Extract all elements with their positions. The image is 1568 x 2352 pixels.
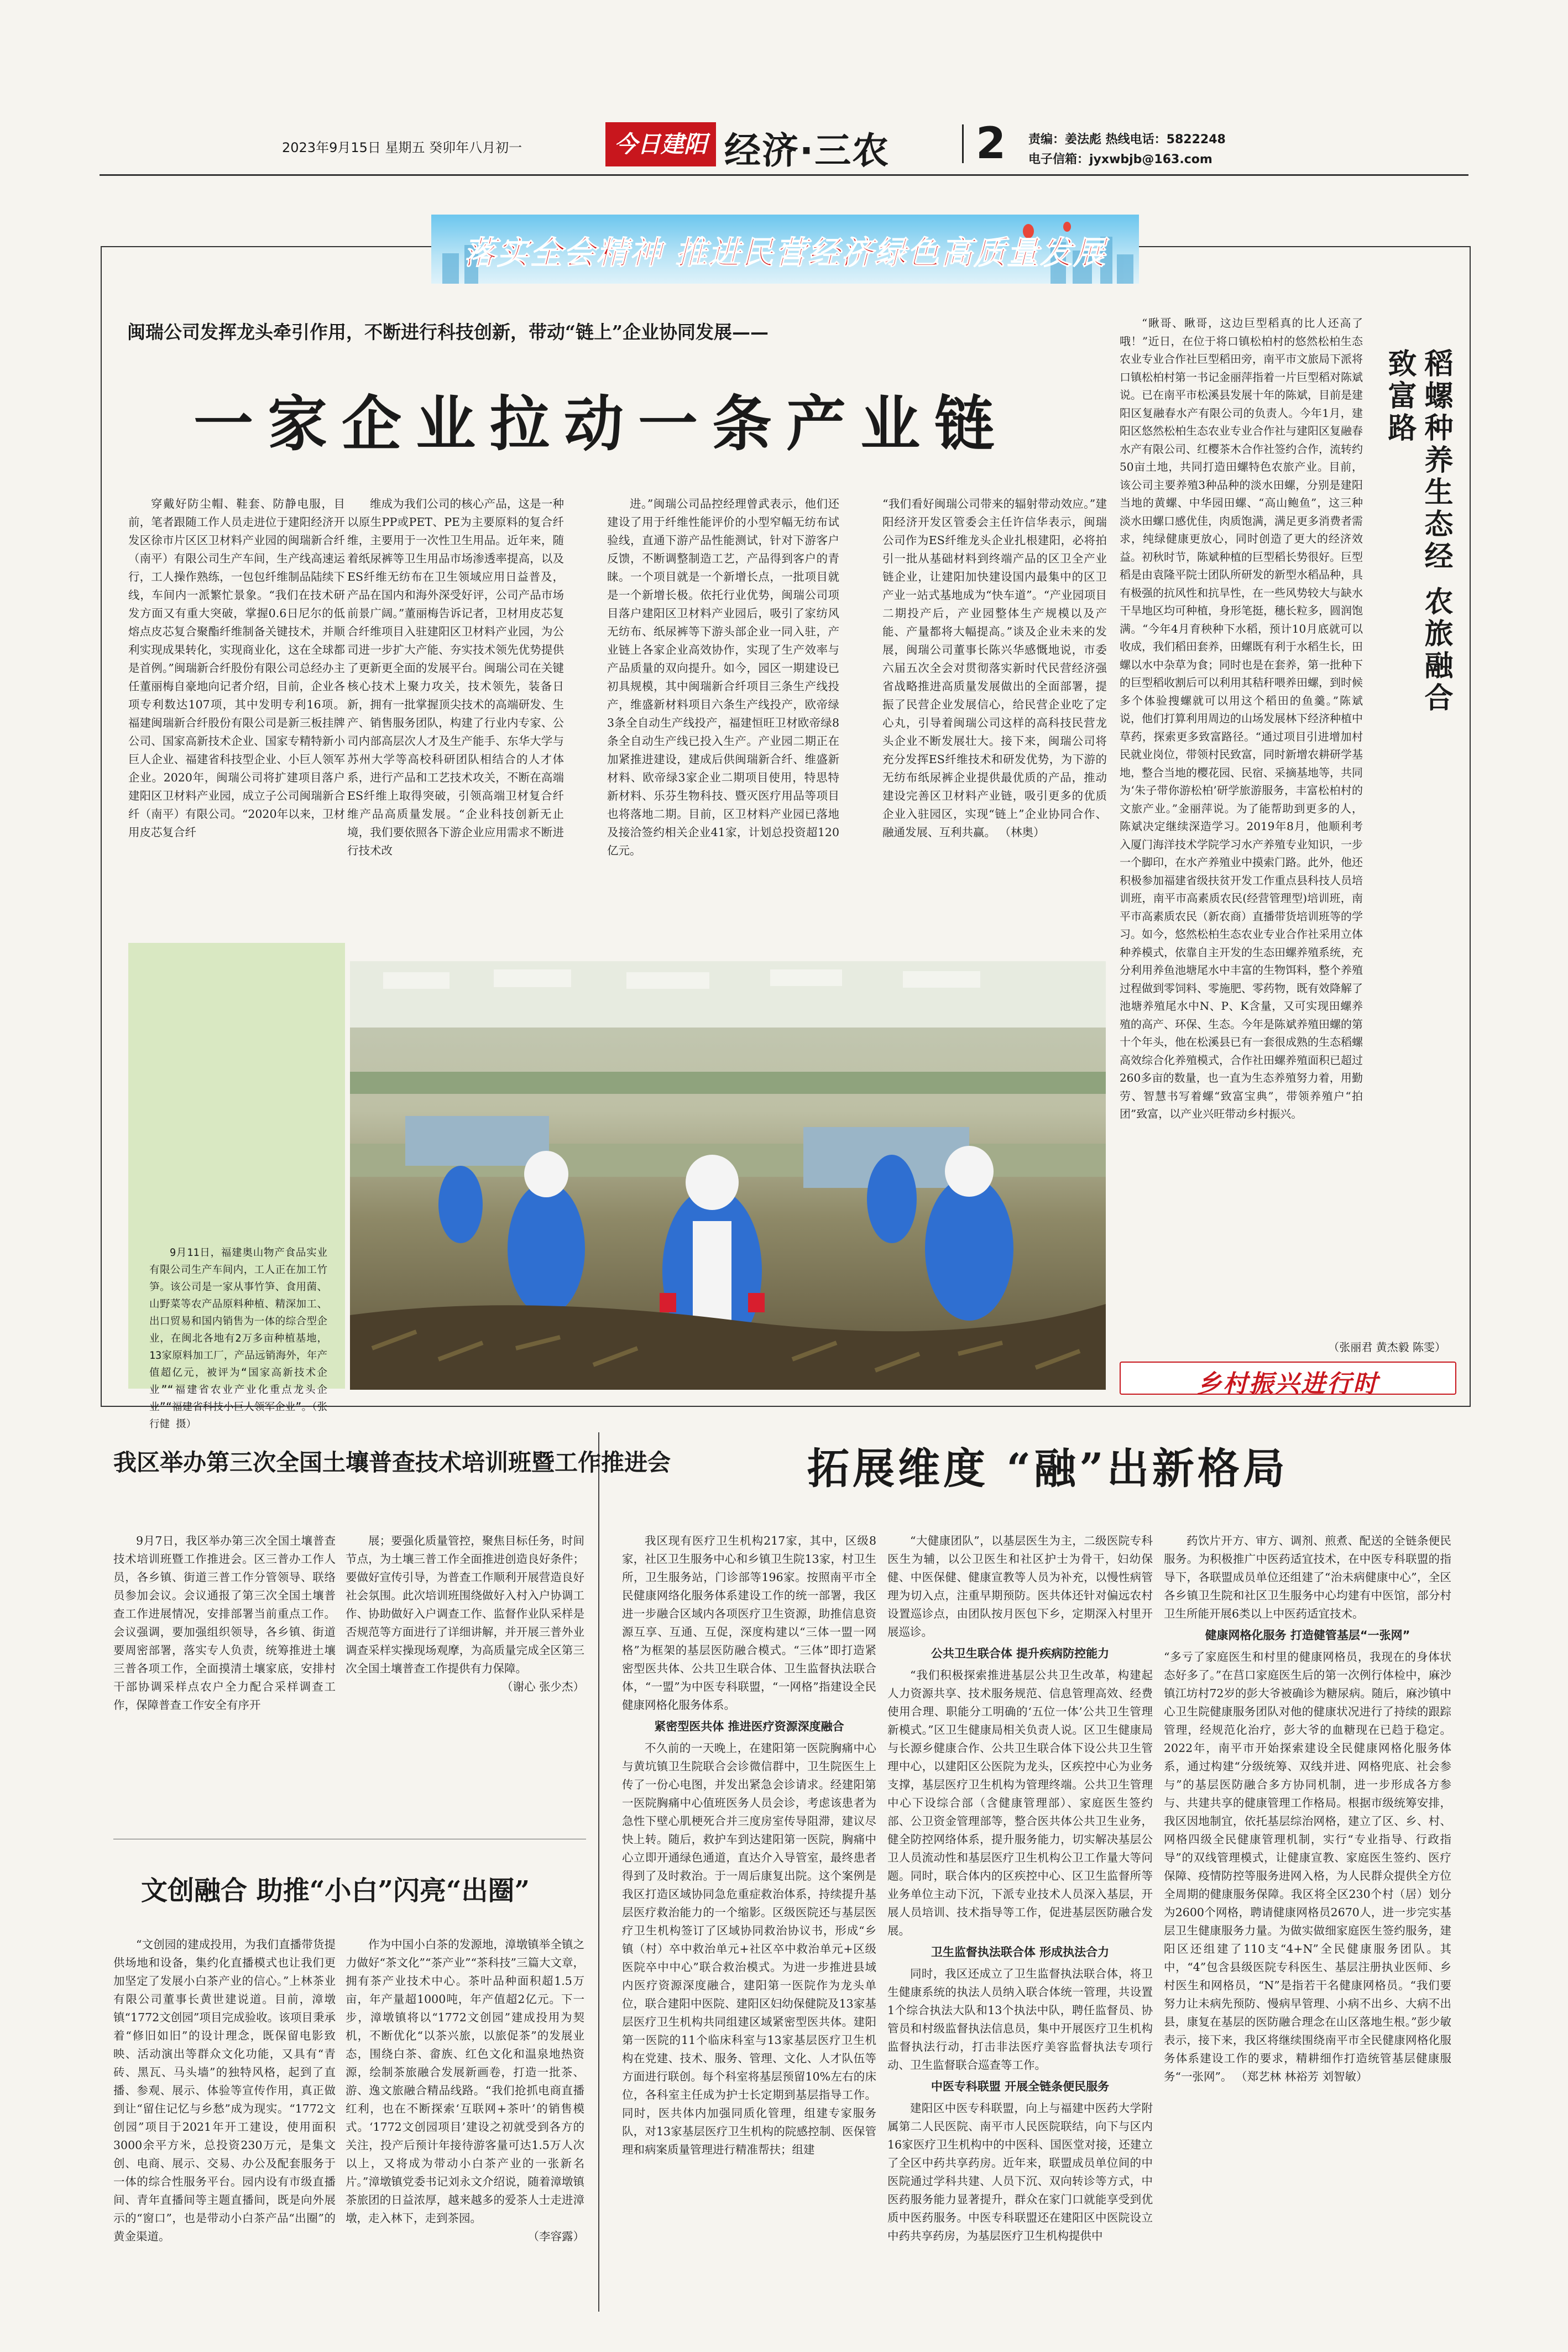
lead-col-1-text: 穿戴好防尘帽、鞋套、防静电服，目前，笔者跟随工作人员走进位于建阳经济开发区徐市片区区卫材料产业园的闽瑞新合纤（南平）有限公司生产车间，生产线高速运行，工人操作熟练，一包包纤维制品陆续下线，车间内一派繁忙景象。“我们在技术研发方面又有重大突破，掌握0.6日尼尔的低熔点皮芯复合聚酯纤维制备关键技术，并顺利实现成果转化，实现商业化，这在全球都是首例。”闽瑞新合纤股份有限公司总经办主任董丽梅自豪地向记者介绍，目前，企业各项专利数达107项，其中发明专利16项。福建闽瑞新合纤股份有限公司是新三板挂牌公司、国家高新技术企业、国家专精特新小巨人企业、福建省科技型企业、小巨人领军企业。2020年，闽瑞公司将扩建项目落户建阳区卫材料产业园，成立子公司闽瑞新合纤（南平）有限公司。“2020年以来，卫材用皮芯复合纤	[128, 497, 345, 839]
lead-title: 一家企业拉动一条产业链	[194, 390, 1009, 459]
issue-date: 2023年9月15日 星期五 癸卯年八月初一	[282, 140, 522, 155]
lead-author: （林奥）	[999, 826, 1045, 839]
section-name: 经济·三农	[724, 129, 890, 172]
right-vertical-title	[1377, 348, 1454, 736]
story4-col-3	[1164, 1532, 1451, 2317]
story2-author: （谢心 张少杰）	[501, 1680, 584, 1693]
photo-caption	[149, 1244, 327, 1433]
story4-subhead-2: 公共卫生联合体 提升疾病防控能力	[931, 1647, 1110, 1660]
right-vertical-title-text: 稻螺种养生态经 农旅融合致富路	[1383, 348, 1453, 715]
email-line: 电子信箱：jyxwbjb@163.com	[1028, 153, 1212, 166]
rural-revitalization-badge	[1120, 1362, 1456, 1398]
story4-col-2d-text: 建阳区中医专科联盟，向上与福建中医药大学附属第二人民医院、南平市人民医院联结，向下与区内16家医疗卫生机构中的中医科、国医堂对接，还建立了全区中药共享药房。近年来，联盟成员单位间的中医院通过学科共建、人员下沉、双向转诊等方式，中医药服务能力显著提升，群众在家门口就能享受到优质中医药服务。中医专科联盟还在建阳区中医院设立中药共享药房，为基层医疗卫生机构提供中	[887, 2101, 1153, 2243]
story4-col-1-text: 我区现有医疗卫生机构217家，其中，区级8家，社区卫生服务中心和乡镇卫生院13家，村卫生所，卫生服务站，门诊部等196家。按照南平市全民健康网络化服务体系建设工作的统一部署，我区进一步融合区域内各项医疗卫生资源，助推信息资源互享、互通、互促，深度构建以“三体一盟一网格”为框架的基层医防融合模式。“三体”即打造紧密型医共体、公共卫生联合体、卫生监督执法联合体，“一盟”为中医专科联盟，“一网格”指建设全民健康网格化服务体系。	[622, 1534, 876, 1712]
story4-subhead-1: 紧密型医共体 推进医疗资源深度融合	[654, 1720, 844, 1733]
story4-col-2b-text: “我们积极探索推进基层公共卫生改革，构建起人力资源共享、技术服务规范、信息管理高效、经费使用合理、职能分工明确的‘五位一体’公共卫生管理新模式。”区卫生健康局相关负责人说。区卫生健康局与长源乡健康合作、公共卫生联合体下设公共卫生管理中心，以建阳区公医院为龙头，区疾控中心为业务支撑，基层医疗卫生机构为管理终端。公共卫生管理中心下设综合部（含健康管理部）、家庭医生签约部、公卫资金管理部等，整合医共体公共卫生业务，健全防控网络体系，提升服务能力，切实解决基层公卫人员流动性和基层医疗卫生机构公卫工作量大等问题。同时，联合体内的区疾控中心、区卫生监督所等业务单位主动下沉，下派专业技术人员深入基层，开展人员培训、技术指导等工作，促进基层医防融合发展。	[887, 1668, 1153, 1937]
paper-logo-text: 今日建阳	[614, 131, 707, 158]
page-number: 2	[976, 119, 1006, 169]
story2-col-2-text: 展；要强化质量管控，聚焦目标任务，时间节点，为土壤三普工作全面推进创造良好条件；要做好宣传引导，为普查工作顺利开展营造良好社会氛围。此次培训班围绕做好入村入户协调工作、协助做好入户调查工作、监督作业队采样是否规范等方面进行了详细讲解，并开展三普外业调查采样实操现场观摩，为高质量完成全区第三次全国土壤普查工作提供有力保障。	[346, 1534, 584, 1675]
lead-kicker: 闽瑞公司发挥龙头牵引作用，不断进行科技创新，带动“链上”企业协同发展——	[127, 321, 769, 343]
lead-photo	[350, 961, 1106, 1390]
right-story-author: （张丽君 黄杰毅 陈雯）	[1328, 1341, 1446, 1354]
masthead	[100, 119, 1468, 191]
lead-col-4	[882, 495, 1107, 948]
lead-col-4-text: “我们看好闽瑞公司带来的辐射带动效应。”建阳经济开发区管委会主任许信华表示，闽瑞公司作为ES纤维龙头企业扎根建阳，必将拍引一批从基础材料到终端产品的区卫全产业链企业，让建阳加快建设国内最集中的区卫产业一站式基地成为“快车道”。“产业园项目二期投产后，产业园整体生产规模以及产能、产量都将大幅提高。”谈及企业未来的发展，闽瑞公司董事长陈兴华感慨地说，市委六届五次全会对贯彻落实新时代民营经济强省战略推进高质量发展做出的全面部署，提振了民营企业发展信心，给民营企业吃了定心丸，引导着闽瑞公司这样的高科技民营龙头企业不断发展壮大。接下来，闽瑞公司将充分发挥ES纤维技术和研发优势，为下游的无纺布纸尿裤企业提供最优质的产品，推动建设完善区卫材料产业链，吸引更多的优质企业入驻园区，实现“链上”企业协同合作、融通发展、互利共赢。	[882, 497, 1107, 839]
story2-col-1	[113, 1532, 336, 1819]
lead-col-2-text: 维成为我们公司的核心产品，这是一种以原生PP或PET、PE为主要原料的复合纤维，主要用于一次性卫生用品。近年来，随着纸尿裤等卫生用品市场渗透率提高，以及ES纤维无纺布在卫生领域应用日益普及，产品在国内和海外深受好评，公司产品市场前景广阔。”董丽梅告诉记者，卫材用皮芯复合纤维项目入驻建阳区卫材料产业园，为公司进一步扩大产能、夯实技术领先优势提供了更新更全面的发展平台。闽瑞公司在关键核心技术上聚力攻关，技术领先，装备日新，拥有一批掌握顶尖技术的高端研发、生产、销售服务团队，构建了行业内专家、公司内部高层次人才及生产能手、东华大学与苏州大学等高校科研团队相结合的人才体系，进行产品和工艺技术攻关，不断在高端ES纤维上取得突破，引领高端卫材复合纤维产品高质量发展。“企业科技创新无止境，我们要依照各下游企业应用需求不断进行技术改	[347, 497, 564, 857]
header-rule	[100, 174, 1468, 176]
story3-title: 文创融合 助推“小白”闪亮“出圈”	[141, 1875, 530, 1906]
lead-col-1	[128, 495, 345, 948]
story4-col-2c-text: 同时，我区还成立了卫生监督执法联合体，将卫生健康系统的执法人员纳入联合体统一管理，共设置1个综合执法大队和13个执法中队，聘任监督员、协管员和村级监督执法信息员，集中开展医疗卫生机构监督执法行动，打击非法医疗美容监督执法专项行动、卫生监督联合巡查等工作。	[887, 1967, 1153, 2072]
story3-author: （李容露）	[527, 2230, 584, 2243]
right-story-body	[1120, 314, 1363, 1343]
lead-col-3	[607, 495, 839, 948]
story4-title: 拓展维度 “融”出新格局	[807, 1444, 1288, 1493]
factory-illustration	[350, 961, 1106, 1390]
bottom-column-divider	[598, 1432, 599, 2312]
story2-title: 我区举办第三次全国土壤普查技术培训班暨工作推进会	[113, 1449, 671, 1476]
story4-col-3b-text: “多亏了家庭医生和村里的健康网格员，我现在的身体状态好多了。”在莒口家庭医生后的第一次例行体检中，麻沙镇江坊村72岁的彭大爷被确诊为糖尿病。随后，麻沙镇中心卫生院健康服务团队对他的健康状况进行了持续的跟踪管理，经规范化治疗，彭大爷的血糖现在已趋于稳定。2022年，南平市开始探索建设全民健康网格化服务体系，通过构建“分级统筹、双线并进、网格兜底、社会参与”的基层医防融合多方协同机制，进一步形成各方参与、共建共享的健康管理工作格局。根据市级统筹安排，我区因地制宜，依托基层综治网格，建立了区、乡、村、网格四级全民健康管理机制，实行“专业指导、行政指导”的双线管理模式，让健康宣教、家庭医生签约、医疗保障、疫情防控等服务进网入格，为人民群众提供全方位全周期的健康服务保障。我区将全区230个村（居）划分为2600个网格，聘请健康网格员2670人，进一步完实基层卫生健康服务力量。为做实做细家庭医生签约服务，建阳区还组建了110支“4+N”全民健康服务团队。其中，“4”包含县级医院专科医生、基层注册执业医师、乡村医生和网格员，“N”是指若干名健康网格员。“我们要努力让未病先预防、慢病早管理、小病不出乡、大病不出县，康复在基层的医防融合理念在山区落地生根。”彭少敏表示，接下来，我区将继续围绕南平市全民健康网格化服务体系建设工作的要求，精耕细作打造统管基层健康服务“一张网”。	[1164, 1650, 1451, 2083]
photo-credit: （张行健 摄）	[149, 1401, 327, 1430]
lead-col-2	[347, 495, 564, 948]
photo-caption-box	[128, 943, 345, 1430]
story4-col-2-text: “大健康团队”，以基层医生为主，二级医院专科医生为辅，以公卫医生和社区护士为骨干，妇幼保健、中医保健、健康宣教等人员为补充，以慢性病管理为切入点，注重早期预防。医共体还针对偏远农村设置巡诊点，由团队按月医包下乡，定期深入村里开展巡诊。	[887, 1534, 1153, 1639]
top-banner	[431, 215, 1139, 284]
editor-line: 责编：姜法彪 热线电话：5822248	[1028, 133, 1226, 147]
story4-subhead-5: 健康网格化服务 打造健管基层“一张网”	[1205, 1629, 1410, 1642]
story4-col-1b-text: 不久前的一天晚上，在建阳第一医院胸痛中心与黄坑镇卫生院联合会诊微信群中，卫生院医生上传了一份心电图，并发出紧急会诊请求。经建阳第一医院胸痛中心值班医务人员会诊，考虑该患者为急性下壁心肌梗死合并三度房室传导阻滞，建议尽快上转。随后，救护车到达建阳第一医院，胸痛中心立即开通绿色通道，直达介入导管室，最终患者得到了及时救治。于一周后康复出院。这个案例是我区打造区域协同急危重症救治体系，持续提升基层医疗救治能力的一个缩影。区级医院还与基层医疗卫生机构签订了区域协同救治协议书，形成“乡镇（村）卒中救治单元+社区卒中救治单元+区级医院卒中中心”联合救治模式。为进一步推进县域内医疗资源深度融合，建阳第一医院作为龙头单位，联合建阳中医院、建阳区妇幼保健院及13家基层医疗卫生机构共同组建区域紧密型医共体。建阳第一医院的11个临床科室与13家基层医疗卫生机构在党建、技术、服务、管理、文化、人才队伍等方面进行联创。每个科室将基层预留10%左右的床位，各科室主任成为护士长定期到基层指导工作。同时，医共体内加强同质化管理，组建专家服务队，对13家基层医疗卫生机构的院感控制、医保管理和病案质量管理进行精准帮扶；组建	[622, 1741, 876, 2156]
story2-col-1-text: 9月7日，我区举办第三次全国土壤普查技术培训班暨工作推进会。区三普办工作人员，各乡镇、街道三普工作分管领导、联络员参加会议。会议通报了第三次全国土壤普查工作进展情况，安排部署当前重点工作。会议强调，要加强组织领导，各乡镇、街道要周密部署，落实专人负责，统筹推进土壤三普各项工作，全面摸清土壤家底，安排村干部协调采样点农户全力配合采样调查工作，保障普查工作安全有序开	[113, 1534, 336, 1712]
badge-text: 乡村振兴进行时	[1197, 1370, 1379, 1398]
story4-col-1	[622, 1532, 876, 2317]
lead-col-3-text: 进。”闽瑞公司品控经理曾武表示，他们还建设了用于纤维性能评价的小型窄幅无纺布试验线，直通下游产品性能测试，针对下游客户反馈，不断调整制造工艺，产品得到客户的青睐。一个项目就是一个新增长点，一批项目就是一个新增长极。依托行业优势，闽瑞公司项目落户建阳区卫材料产业园后，吸引了家纺风无纺布、纸尿裤等下游头部企业一同入驻，产业链上各家企业高效协作，实现了生产效率与产品质量的双向提升。如今，园区一期建设已初具规模，其中闽瑞新合纤项目三条生产线投产，维盛新材料项目六条生产线投产，欧帝绿3条全自动生产线投产，福建恒旺卫材欧帝绿8条全自动生产线已投入生产。产业园二期正在加紧推进建设，建成后供闽瑞新合纤、维盛新材料、欧帝绿3家企业二期项目使用，特思特新材料、乐芬生物科技、暨灭医疗用品等项目也将落地二期。目前，区卫材料产业园已落地及接洽签约相关企业41家，计划总投资超120亿元。	[607, 497, 839, 857]
story4-author: （郑艺林 林裕芳 刘智敏）	[1236, 2070, 1368, 2083]
story4-col-2	[887, 1532, 1153, 2317]
story4-subhead-4: 中医专科联盟 开展全链条便民服务	[931, 2080, 1110, 2093]
banner-text: 落实全会精神 推进民营经济绿色高质量发展	[463, 234, 1107, 272]
story2-col-2	[346, 1532, 584, 1819]
paper-logo	[605, 122, 716, 166]
story3-col-2-text: 作为中国小白茶的发源地，漳墩镇举全镇之力做好“茶文化”“茶产业”“茶科技”三篇大文章，拥有茶产业技术中心。茶叶品种面积超1.5万亩，年产量超1000吨，年产值超2亿元。下一步，漳墩镇将以“1772文创园”建成投用为契机，不断优化“以茶兴旅，以旅促茶”的发展业态，围绕白茶、畲族、红色文化和温泉地热资源，绘制茶旅融合发展新画卷，打造一批茶、游、逸文旅融合精品线路。“我们抢抓电商直播红利，也在不断探索‘互联网+茶叶’的销售模式。‘1772文创园项目’建设之初就受到各方的关注，投产后预计年接待游客量可达1.5万人次以上，又将成为带动小白茶产业的一张新名片。”漳墩镇党委书记刘永文介绍说，随着漳墩镇茶旅团的日益浓厚，越来越多的爱茶人士走进漳墩，走入林下，走到茶园。	[346, 1938, 584, 2225]
story3-col-2	[346, 1936, 584, 2323]
section-divider	[962, 124, 964, 163]
story4-subhead-3: 卫生监督执法联合体 形成执法合力	[931, 1946, 1110, 1959]
story3-col-1-text: “文创园的建成投用，为我们直播带货提供场地和设备，集约化直播模式也让我们更加坚定了发展小白茶产业的信心。”上林茶业有限公司董事长黄世建说道。目前，漳墩镇“1772文创园”项目完成验收。该项目秉承着“修旧如旧”的设计理念，既保留电影致映、活动演出等群众文化功能，又具有“青砖、黑瓦、马头墙”的独特风格，起到了直播、参观、展示、体验等宣传作用，真正做到让“留住记忆与乡愁”成为现实。“1772文创园”项目于2021年开工建设，使用面积3000余平方米，总投资230万元，是集文创、电商、展示、交易、办公及配套服务于一体的综合性服务平台。园内设有市级直播间、青年直播间等主题直播间，既是向外展示的“窗口”，也是带动小白茶产品“出圈”的黄金渠道。	[113, 1938, 336, 2243]
right-story-text: “瞅哥、瞅哥，这边巨型稻真的比人还高了哦！”近日，在位于将口镇松柏村的悠然松柏生态农业专业合作社巨型稻田旁，南平市文旅局下派将口镇松柏村第一书记金丽萍指着一片巨型稻对陈斌说。已在南平市松溪县发展十年的陈斌，目前是建阳区复融春水产有限公司的负责人。今年1月，建阳区悠然松柏生态农业专业合作社与建阳区复融春水产有限公司、红樱茶木合作社签约合作，流转约50亩土地，共同打造田螺特色农旅产业。目前，该公司主要养殖3种品种的淡水田螺，分别是建阳当地的黄螺、中华园田螺、“高山鲍鱼”，这三种淡水田螺口感优佳，肉质饱满，满足更多消费者需求，纯绿健康更放心，同时创造了更大的经济效益。初秋时节，陈斌种植的巨型稻长势很好。巨型稻是由袁隆平院士团队所研发的新型水稻品种，具有极强的抗风性和抗旱性，在一些风势较大与缺水干旱地区均可种植，身形笔挺，穗长粒多，圆润饱满。“今年4月育秧种下水稻，预计10月底就可以收成，我们稻田套养，田螺既有利于水稻生长，田螺以水中杂草为食；同时也是在套养，第一批种下的巨型稻收割后可以利用其秸秆喂养田螺，到时候多个体验搜螺就可以用这个稻田的鱼羹。”陈斌说，他们打算利用周边的山场发展林下经济种植中草药，探索更多致富路径。“通过项目引进增加村民就业岗位，带领村民致富，同时新增农耕研学基地，整合当地的樱花园、民宿、采摘基地等，共同为‘朱子带你游松柏’研学旅游服务，丰富松柏村的文旅产业。”金丽萍说。为了能帮助到更多的人，陈斌决定继续深造学习。2019年8月，他顺利考入厦门海洋技术学院学习水产养殖专业知识，一步一个脚印，在水产养殖业中摸索门路。此外，他还积极参加福建省级扶贫开发工作重点县科技人员培训班，南平市高素质农民(经营管理型)培训班，南平市高素质农民（新农商）直播带货培训班等的学习。如今，悠然松柏生态农业专业合作社采用立体种养模式，依靠自主开发的生态田螺养殖系统，充分利用养鱼池塘尾水中丰富的生物饵料，整个养殖过程做到零饲料、零施肥、零药物，既有效降解了池塘养殖尾水中N、P、K含量，又可实现田螺养殖的高产、环保、生态。今年是陈斌养殖田螺的第十个年头，他在松溪县已有一套很成熟的生态稻螺高效综合化养殖模式，合作社田螺养殖面积已超过260多亩的数量，也一直为生态养殖努力着，用勤劳、智慧书写着螺“致富宝典”，带领养殖户“拍团”致富，以产业兴旺带动乡村振兴。	[1120, 316, 1363, 1120]
story4-col-3-text: 药饮片开方、审方、调剂、煎煮、配送的全链条便民服务。为积极推广中医药适宜技术，在中医专科联盟的指导下，各联盟成员单位还组建了“治未病健康中心”，全区各乡镇卫生院和社区卫生服务中心均建有中医馆，部分村卫生所能开展6类以上中医药适宜技术。	[1164, 1534, 1451, 1620]
story3-col-1	[113, 1936, 336, 2323]
photo-caption-text: 9月11日，福建奥山物产食品实业有限公司生产车间内，工人正在加工竹笋。该公司是一家从事竹笋、食用菌、山野菜等农产品原料种植、精深加工、出口贸易和国内销售为一体的综合型企业，在闽北各地有2万多亩种植基地，13家原料加工厂，产品远销海外，年产值超亿元，被评为“国家高新技术企业”“福建省农业产业化重点龙头企业”“福建省科技小巨人领军企业”。	[149, 1247, 327, 1413]
